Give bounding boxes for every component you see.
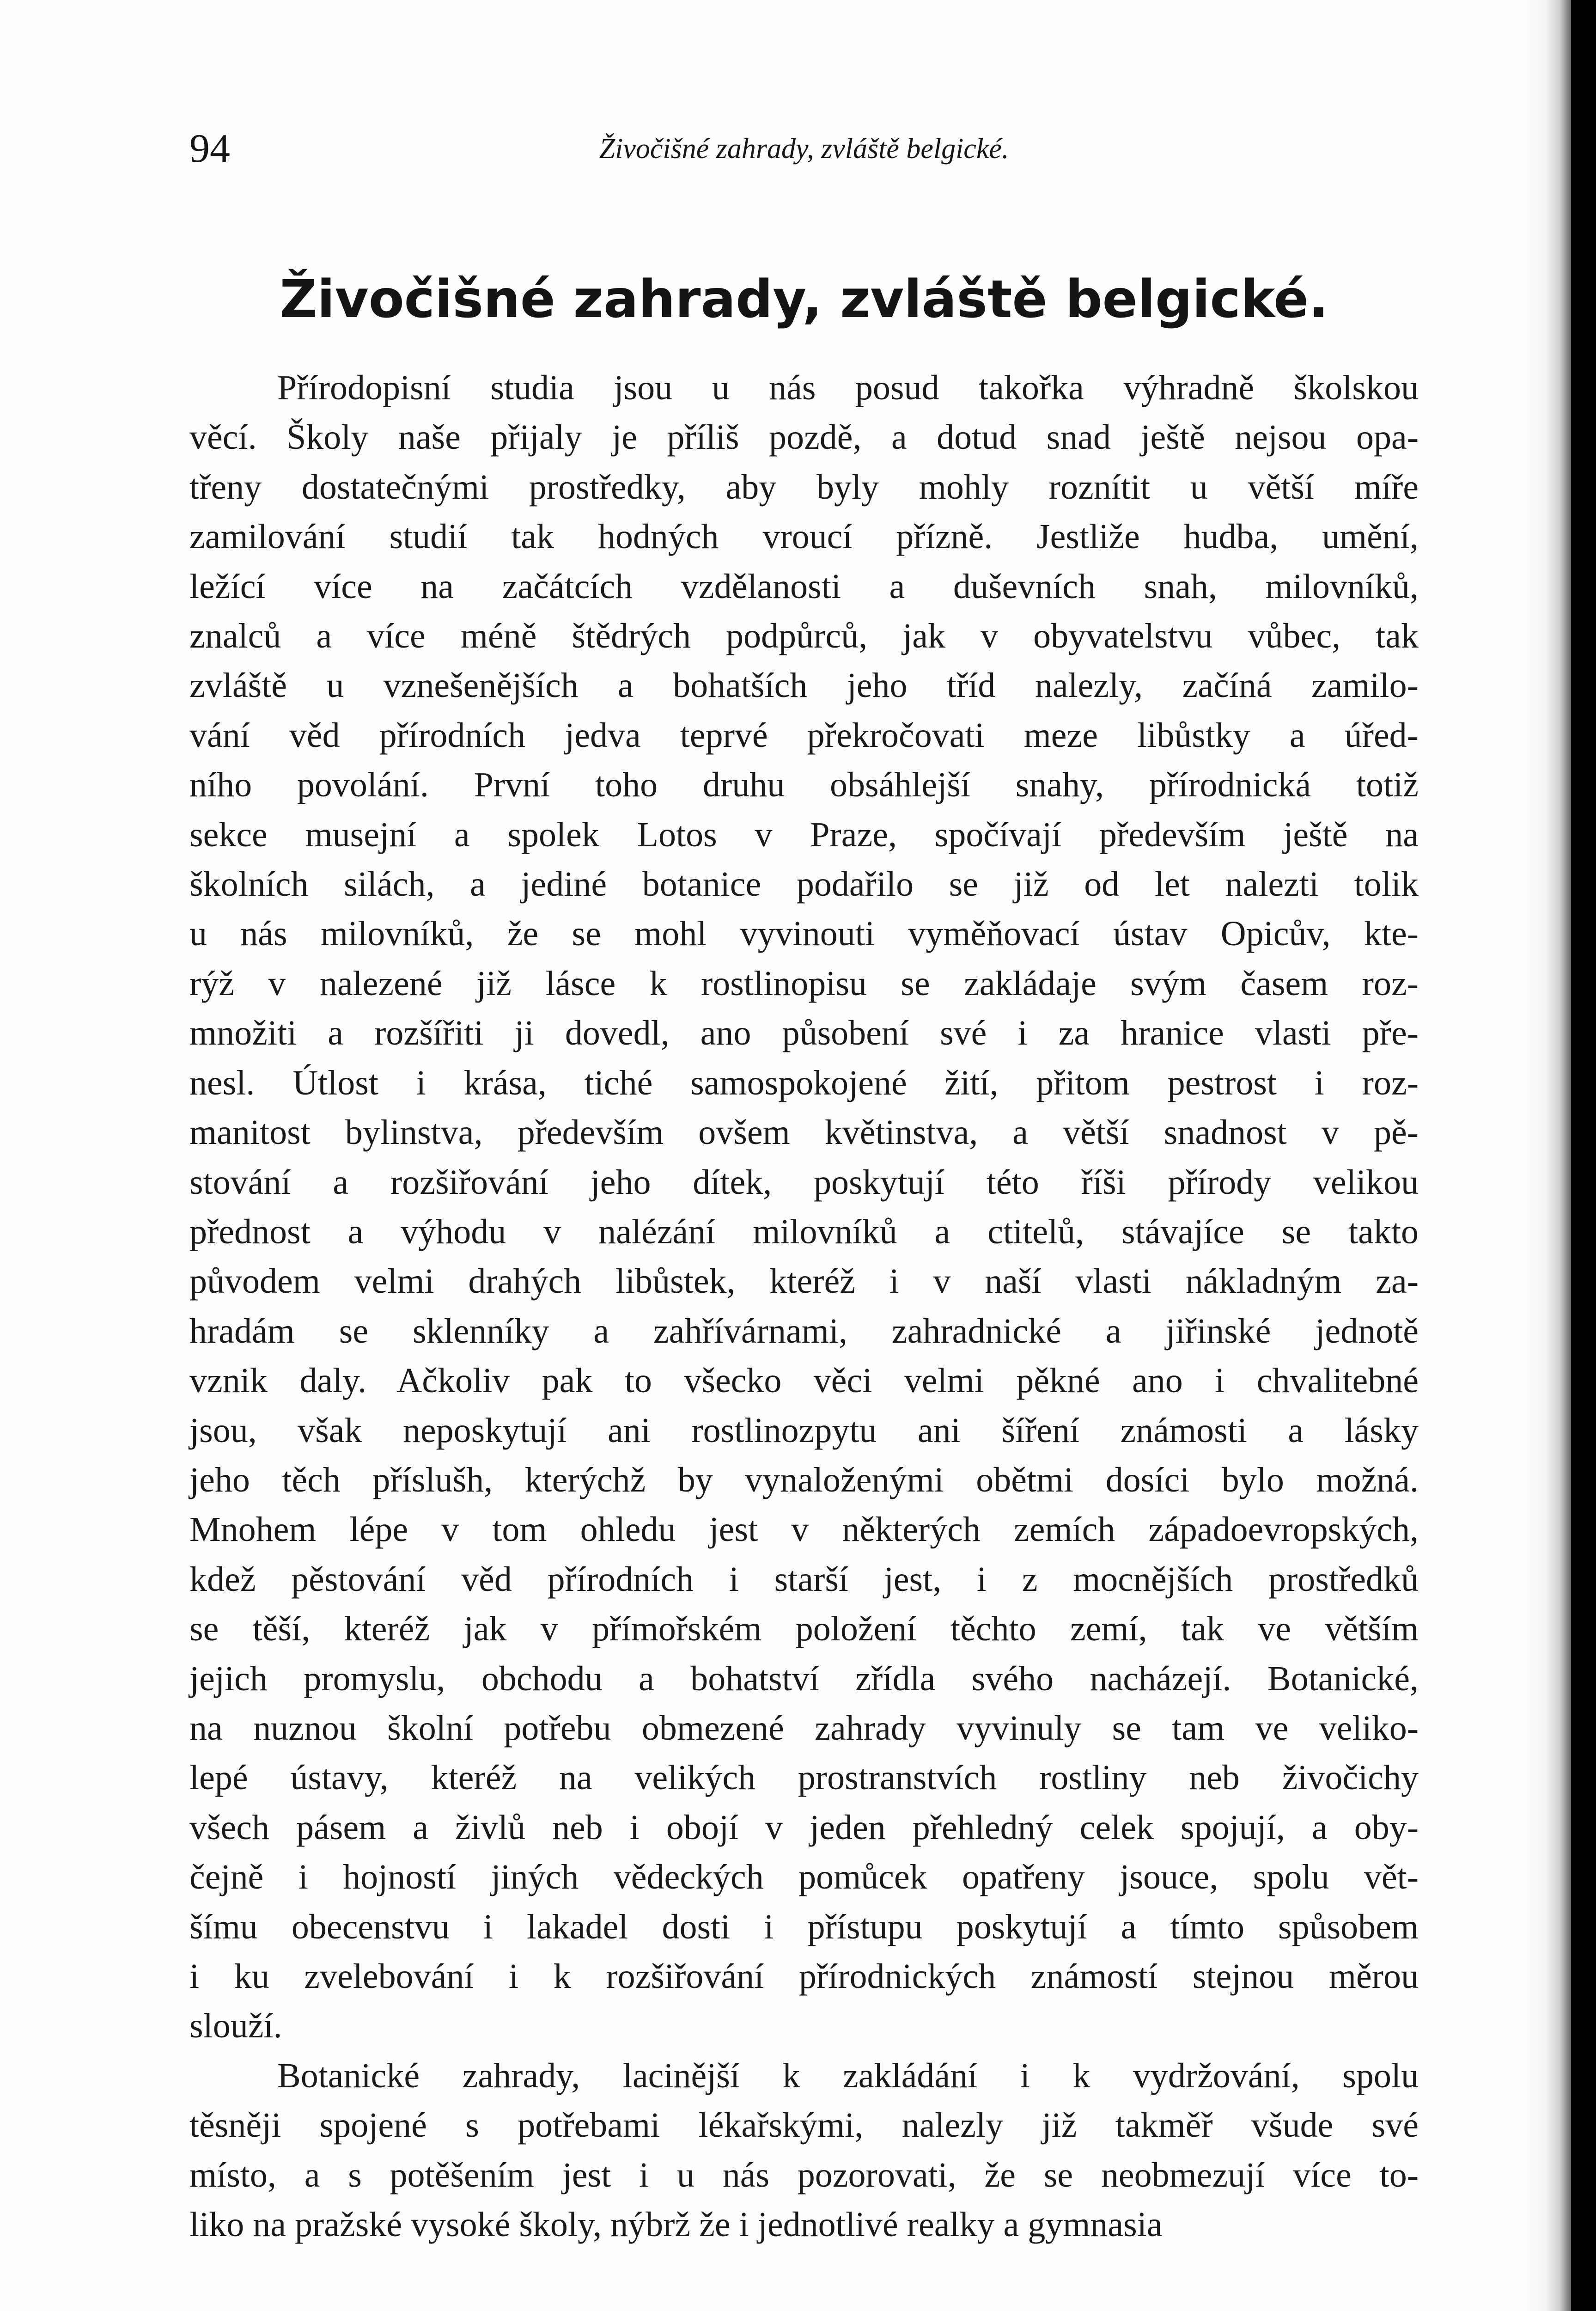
text-line: u nás milovníků, že se mohl vyvinouti vyměňovací ústav Opicův, kte-	[189, 914, 1419, 954]
text-line: místo, a s potěšením jest i u nás pozorovati, že se neobmezují více to-	[189, 2155, 1419, 2195]
text-line: nesl. Útlost i krása, tiché samospokojené žití, přitom pestrost i roz-	[189, 1063, 1419, 1102]
text-line: jejich promyslu, obchodu a bohatství zřídla svého nacházejí. Botanické,	[189, 1659, 1419, 1698]
text-line: liko na pražské vysoké školy, nýbrž že i jednotlivé realky a gymnasia	[189, 2205, 1163, 2244]
page-number: 94	[189, 126, 230, 171]
text-line: čejně i hojností jiných vědeckých pomůcek opatřeny jsouce, spolu vět-	[189, 1858, 1419, 1897]
text-line: jsou, však neposkytují ani rostlinozpytu ani šíření známosti a lásky	[189, 1411, 1419, 1450]
text-line: kdež pěstování věd přírodních i starší jest, i z mocnějších prostředků	[189, 1559, 1419, 1599]
text-line: lepé ústavy, kteréž na velikých prostranstvích rostliny neb živočichy	[189, 1758, 1419, 1797]
text-line: ního povolání. První toho druhu obsáhlejší snahy, přírodnická totiž	[189, 765, 1419, 805]
text-line: Přírodopisní studia jsou u nás posud takořka výhradně školskou	[277, 368, 1419, 407]
text-line: původem velmi drahých libůstek, kteréž i v naší vlasti nákladným za-	[189, 1262, 1419, 1301]
text-line: hradám se sklenníky a zahřívárnami, zahradnické a jiřinské jednotě	[189, 1311, 1419, 1351]
body-text	[189, 363, 1419, 2250]
text-line: se těší, kteréž jak v přímořském položení těchto zemí, tak ve větším	[189, 1609, 1419, 1649]
text-line: věcí. Školy naše přijaly je příliš pozdě, a dotud snad ještě nejsou opa-	[189, 418, 1419, 457]
text-line: znalců a více méně štědrých podpůrců, jak v obyvatelstvu vůbec, tak	[189, 617, 1419, 656]
text-line: vznik daly. Ačkoliv pak to všecko věci velmi pěkné ano i chvalitebné	[189, 1361, 1419, 1400]
text-line: těsněji spojené s potřebami lékařskými, nalezly již takměř všude své	[189, 2106, 1419, 2145]
text-line: ležící více na začátcích vzdělanosti a duševních snah, milovníků,	[189, 567, 1419, 606]
text-line: zvláště u vznešenějších a bohatších jeho tříd nalezly, začíná zamilo-	[189, 666, 1419, 705]
paragraph	[189, 363, 1419, 2051]
text-line: zamilování studií tak hodných vroucí přízně. Jestliže hudba, umění,	[189, 517, 1419, 556]
page-header	[189, 121, 1419, 177]
paragraph	[189, 2051, 1419, 2250]
text-line: sekce musejní a spolek Lotos v Praze, spočívají především ještě na	[189, 815, 1419, 854]
text-line: Mnohem lépe v tom ohledu jest v některých zemích západoevropských,	[189, 1510, 1419, 1549]
text-line: všech pásem a živlů neb i obojí v jeden přehledný celek spojují, a oby-	[189, 1808, 1419, 1847]
text-line: třeny dostatečnými prostředky, aby byly mohly roznítit u větší míře	[189, 467, 1419, 507]
text-line: Botanické zahrady, lacinější k zakládání i k vydržování, spolu	[277, 2056, 1419, 2095]
page-edge-shadow	[1525, 0, 1571, 2311]
text-line: i ku zvelebování i k rozšiřování přírodnických známostí stejnou měrou	[189, 1957, 1419, 1996]
running-head: Živočišné zahrady, zvláště belgické.	[599, 133, 1009, 165]
text-line: šímu obecenstvu i lakadel dosti i přístupu poskytují a tímto spůsobem	[189, 1907, 1419, 1946]
chapter-title: Živočišné zahrady, zvláště belgické.	[280, 269, 1328, 330]
text-line: jeho těch příslušh, kterýchž by vynaloženými obětmi dosíci bylo možná.	[189, 1460, 1419, 1499]
text-line: na nuznou školní potřebu obmezené zahrady vyvinuly se tam ve veliko-	[189, 1708, 1419, 1748]
text-line: vání věd přírodních jedva teprvé překročovati meze libůstky a úřed-	[189, 715, 1419, 755]
text-line: rýž v nalezené již lásce k rostlinopisu se zakládaje svým časem roz-	[189, 964, 1419, 1003]
text-line: množiti a rozšířiti ji dovedl, ano působení své i za hranice vlasti pře-	[189, 1014, 1419, 1053]
text-line: přednost a výhodu v nalézání milovníků a ctitelů, stávajíce se takto	[189, 1212, 1419, 1251]
text-line: školních silách, a jediné botanice podařilo se již od let nalezti tolik	[189, 865, 1419, 904]
text-line: stování a rozšiřování jeho dítek, poskytují této říši přírody velikou	[189, 1162, 1419, 1202]
text-line: slouží.	[189, 2006, 282, 2046]
text-line: manitost bylinstva, především ovšem květinstva, a větší snadnost v pě-	[189, 1113, 1419, 1152]
